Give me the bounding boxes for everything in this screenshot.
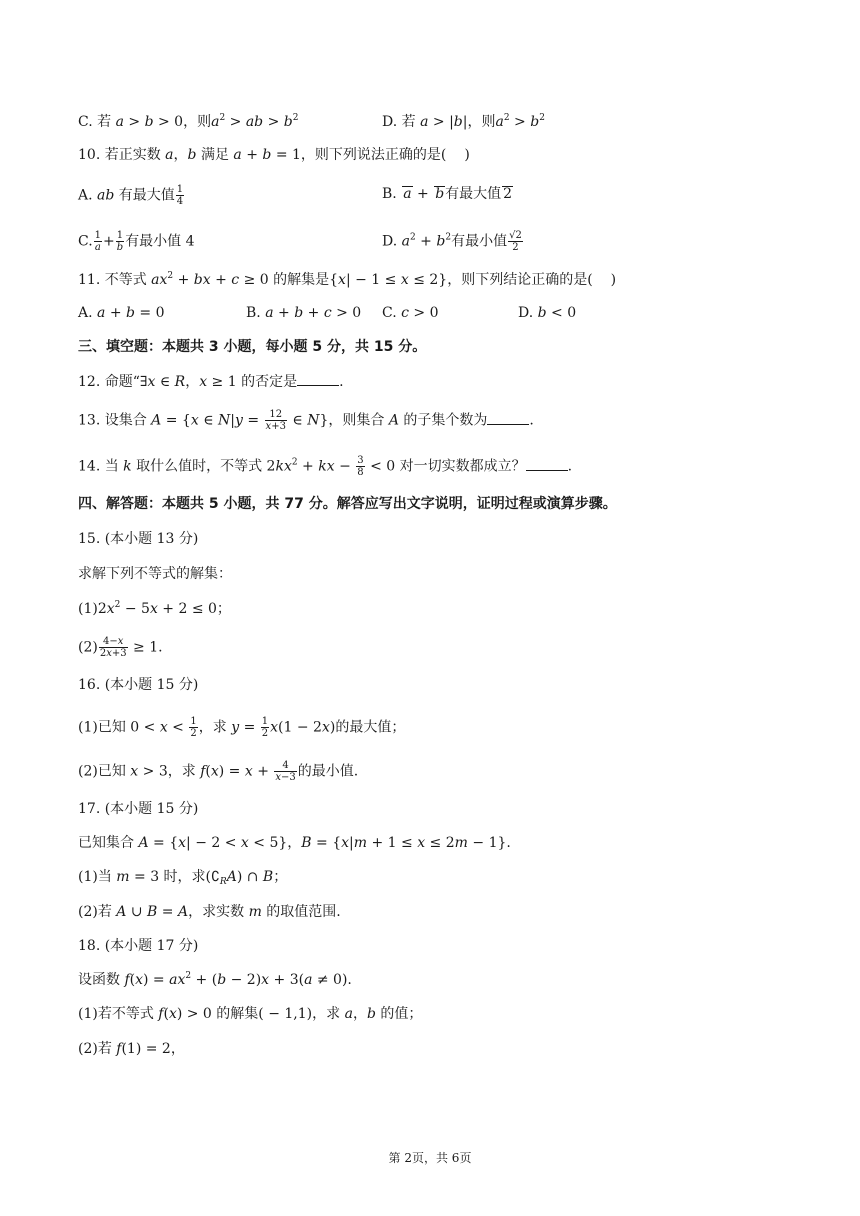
q11-option-c: C. c > 0 <box>382 305 439 321</box>
q18-title: 18. (本小题 17 分) <box>78 938 199 954</box>
section-3-heading: 三、填空题：本题共 3 小题，每小题 5 分，共 15 分。 <box>78 339 427 355</box>
q16-title: 16. (本小题 15 分) <box>78 677 199 693</box>
q17-title: 17. (本小题 15 分) <box>78 801 199 817</box>
q16-part-1: (1)已知 0 < x < $\frac{1}{2}$ ，求 y = $\frac{1}{2}$ x(1 − 2x)的最大值； <box>78 716 406 739</box>
q15-intro: 求解下列不等式的解集： <box>78 566 232 582</box>
q11-stem: 11. 不等式 $ax^2$ + bx + c ≥ 0 的解集是{x| − 1 ≤ x ≤ 2}，则下列结论正确的是( ) <box>78 271 617 288</box>
q18-part-2: (2)若 f(1) = 2， <box>78 1041 185 1057</box>
q9-option-c: C. 若 a > b > 0，则$a^2$ > ab > $b^2$ <box>78 113 299 130</box>
q10-option-a: A. ab 有最大值 $\frac{1}{4}$ <box>78 184 184 207</box>
q11-option-a: A. a + b = 0 <box>78 305 165 321</box>
q16-part-2: (2)已知 x > 3，求 f(x) = x + $\frac{4}{x-3}$ 的最小值. <box>78 760 359 783</box>
q14: 14. 当 k 取什么值时，不等式 $2kx^2$ + kx − $\frac{3}{8}$ < 0 对一切实数都成立？ . <box>78 455 573 478</box>
q10-option-d: D. $a^2 + b^2$有最小值 $\frac{√2}{2}$ <box>382 230 522 253</box>
q10-stem: 10. 若正实数 a，b 满足 a + b = 1，则下列说法正确的是( ) <box>78 147 470 163</box>
q15-title: 15. (本小题 13 分) <box>78 531 199 547</box>
q11-option-d: D. b < 0 <box>518 305 577 321</box>
q10-option-c: C. $\frac{1}{a}$ + $\frac{1}{b}$ 有最小值 4 <box>78 230 195 253</box>
q9-option-d: D. 若 a > |b|，则$a^2 > b^2$ <box>382 113 545 130</box>
q12: 12. 命题“∃x ∈ R，x ≥ 1 的否定是 . <box>78 374 344 390</box>
q13: 13. 设集合 A = {x ∈ N|y = $\frac{12}{x+3}$ ∈ N}，则集合 A 的子集个数为 . <box>78 409 534 432</box>
q15-part-2: (2) $\frac{4-x}{2x+3}$ ≥ 1. <box>78 636 163 659</box>
q11-option-b: B. a + b + c > 0 <box>246 305 362 321</box>
q17-part-2: (2)若 A ∪ B = A，求实数 m 的取值范围. <box>78 904 341 920</box>
page-footer: 第 2页，共 6页 <box>388 1151 472 1165</box>
q18-part-1: (1)若不等式 f(x) > 0 的解集( − 1,1)，求 a，b 的值； <box>78 1006 423 1022</box>
q15-part-1: $(1)2x^2 - 5x + 2 \le 0$； <box>78 600 231 617</box>
section-4-heading: 四、解答题：本题共 5 小题，共 77 分。解答应写出文字说明，证明过程或演算步骤。 <box>78 496 617 512</box>
q18-intro: 设函数 $f(x) = ax^2 + (b - 2)x + 3(a \ne 0)$. <box>78 971 352 988</box>
q17-intro: 已知集合 A = {x| − 2 < x < 5}，B = {x|m + 1 ≤ x ≤ 2m − 1}. <box>78 835 511 851</box>
q17-part-1: (1)当 m = 3 时，求$(∁_RA)$ ∩ B； <box>78 869 288 887</box>
q10-option-b: B. a + b有最大值 2 <box>382 186 513 202</box>
